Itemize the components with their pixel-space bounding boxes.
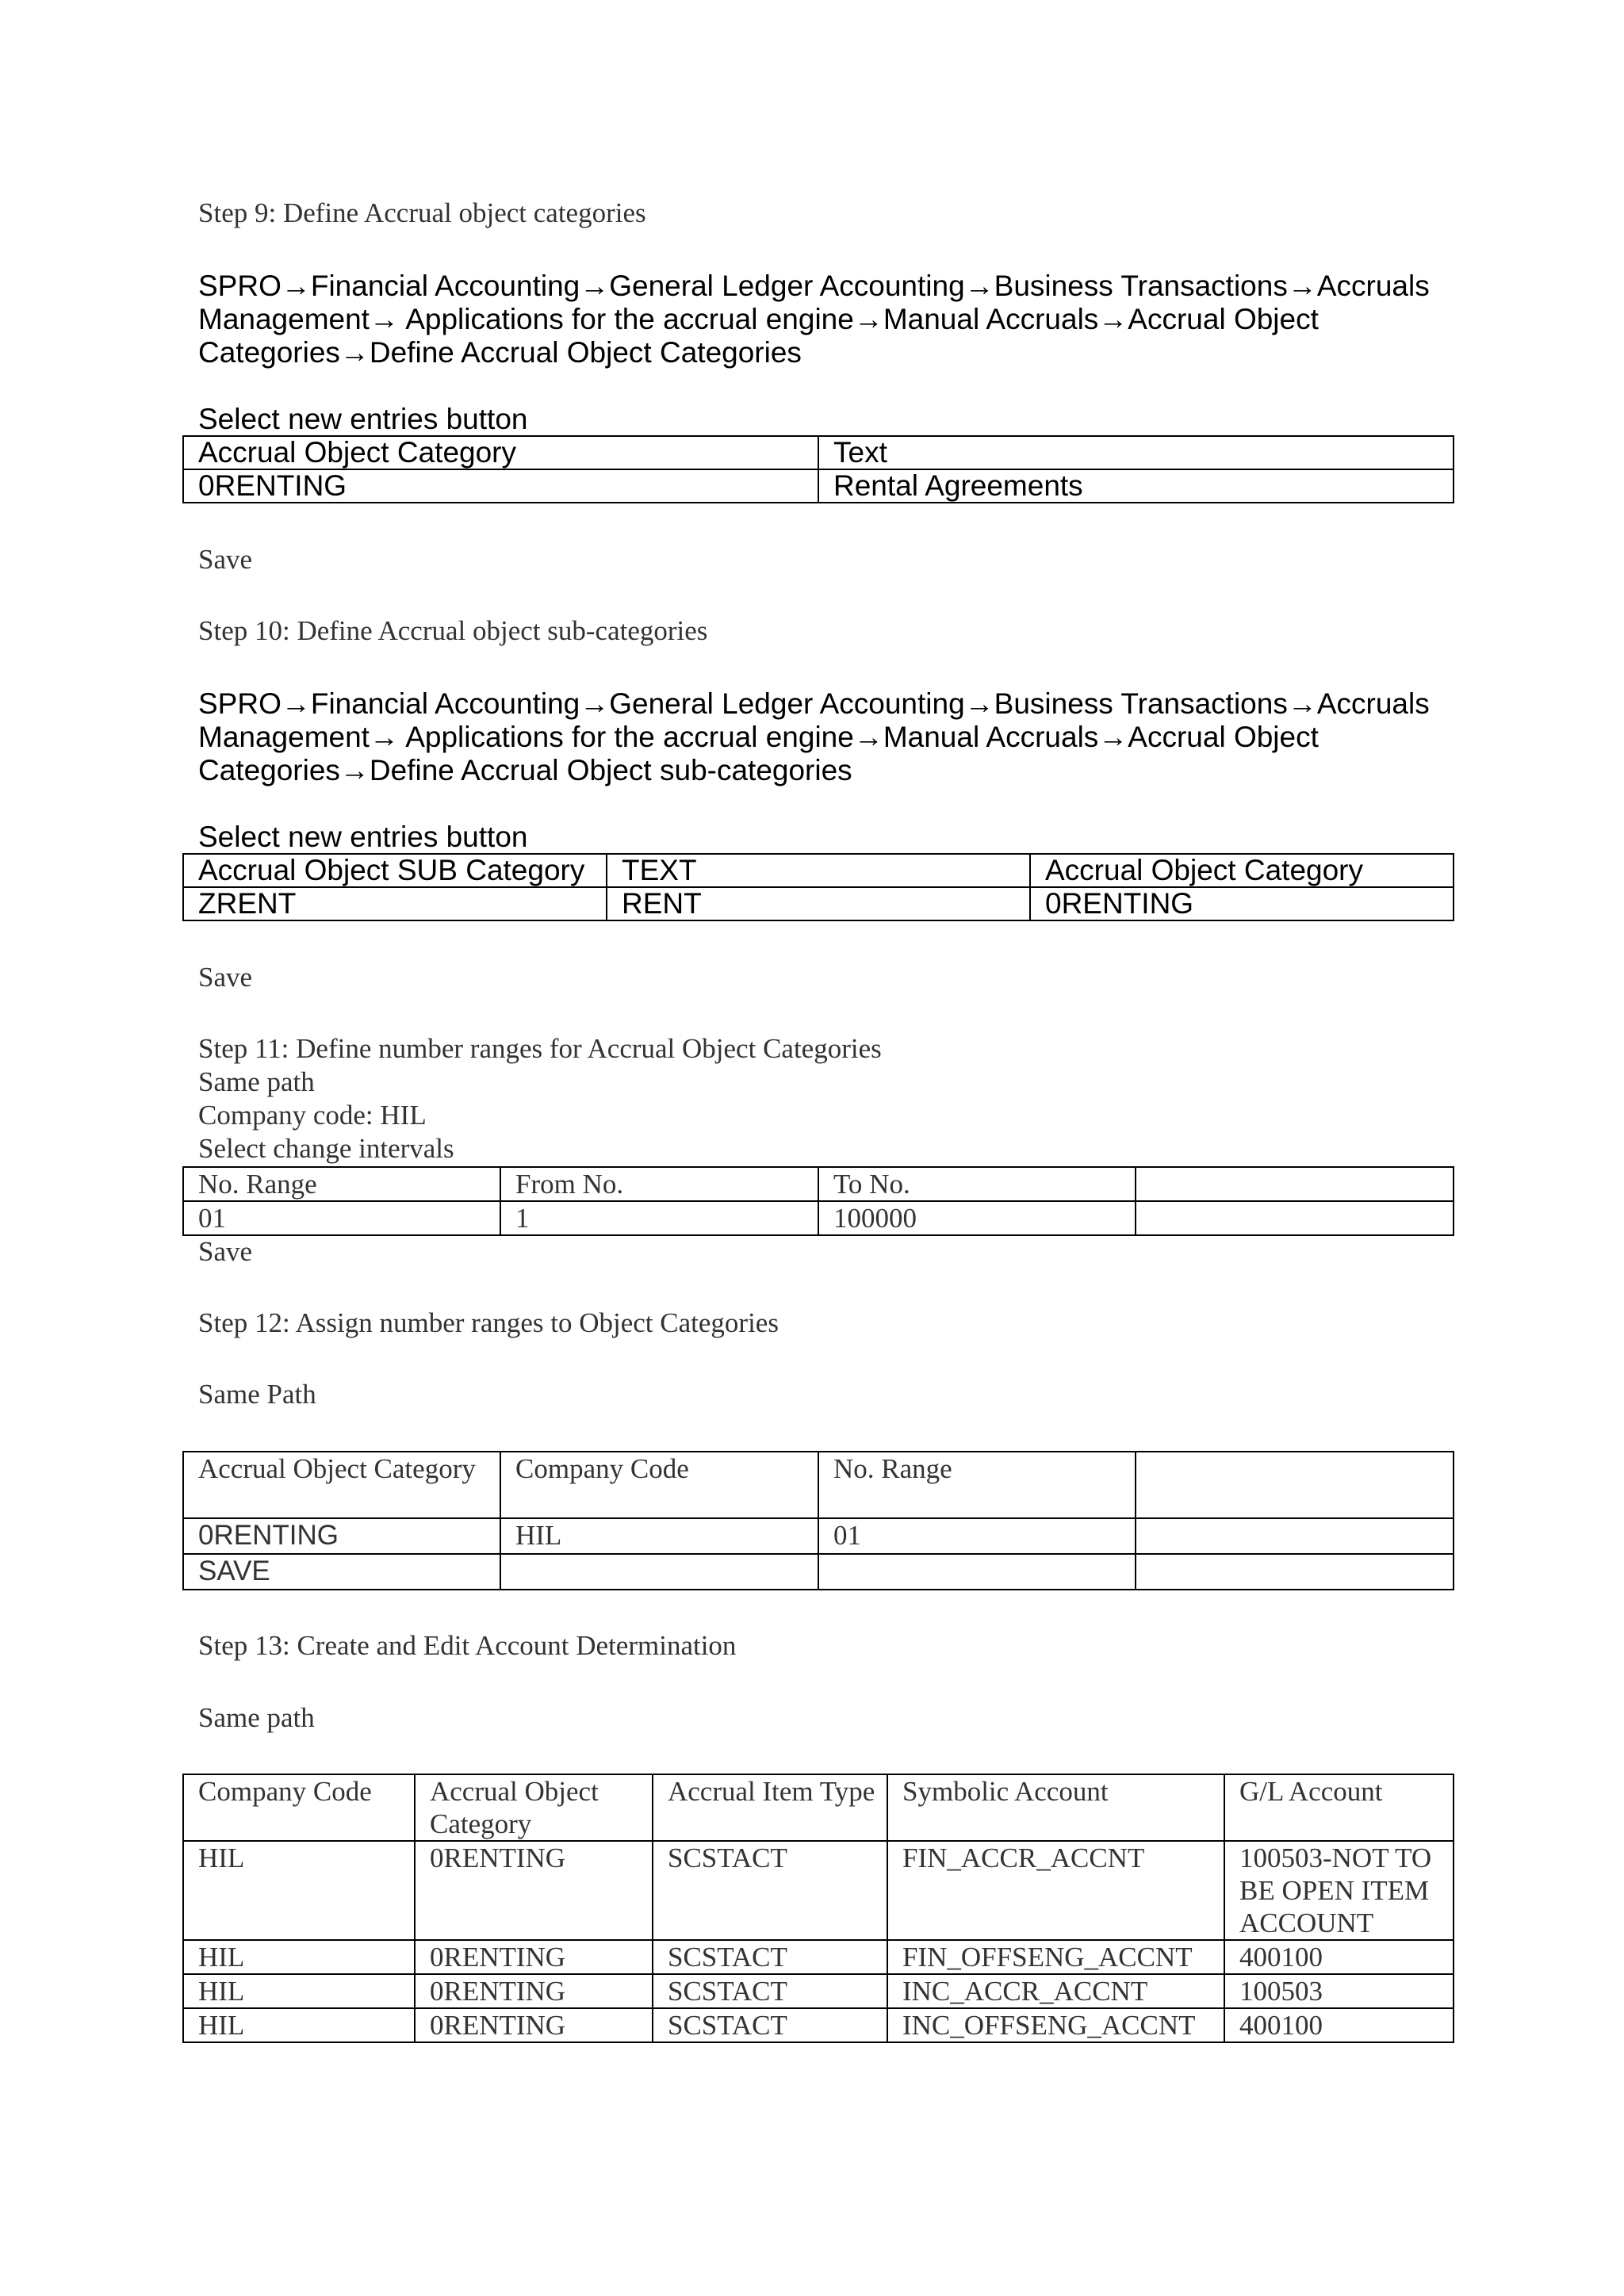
table-header-row bbox=[183, 436, 1454, 469]
table-header-cell: G/L Account bbox=[1224, 1774, 1454, 1841]
table-header-cell: TEXT bbox=[607, 854, 1030, 887]
table-cell bbox=[500, 1554, 818, 1590]
table-cell: HIL bbox=[183, 1841, 415, 1940]
table-cell: FIN_ACCR_ACCNT bbox=[887, 1841, 1224, 1940]
step11-line-2: Company code: HIL bbox=[198, 1100, 427, 1131]
table-cell: 100000 bbox=[818, 1201, 1136, 1235]
table-row bbox=[183, 2008, 1454, 2042]
table-cell: 100503-NOT TO BE OPEN ITEM ACCOUNT bbox=[1224, 1841, 1454, 1940]
step12-table bbox=[182, 1451, 1454, 1590]
table-cell bbox=[1136, 1518, 1454, 1554]
step10-path-line-3: Categories→Define Accrual Object sub-categories bbox=[198, 754, 852, 786]
table-cell: 1 bbox=[500, 1201, 818, 1235]
table-row bbox=[183, 1841, 1454, 1940]
table-cell bbox=[1136, 1201, 1454, 1235]
step9-title: Step 9: Define Accrual object categories bbox=[198, 197, 646, 228]
step10-instruction: Select new entries button bbox=[198, 821, 528, 853]
step10-save: Save bbox=[198, 962, 253, 993]
step9-table bbox=[182, 435, 1454, 503]
table-row bbox=[183, 1974, 1454, 2008]
step11-title: Step 11: Define number ranges for Accrual Object Categories bbox=[198, 1033, 882, 1064]
table-row bbox=[183, 1554, 1454, 1590]
table-cell: Rental Agreements bbox=[818, 469, 1454, 503]
step10-path-line-2: Management→ Applications for the accrual engine→Manual Accruals→Accrual Object bbox=[198, 721, 1319, 753]
table-cell: INC_ACCR_ACCNT bbox=[887, 1974, 1224, 2008]
table-cell: 0RENTING bbox=[415, 2008, 653, 2042]
table-cell: SCSTACT bbox=[653, 1974, 887, 2008]
step9-path-line-1: SPRO→Financial Accounting→General Ledger Accounting→Business Transactions→Accruals bbox=[198, 270, 1430, 302]
step12-title: Step 12: Assign number ranges to Object Categories bbox=[198, 1307, 779, 1338]
table-header-row bbox=[183, 1167, 1454, 1201]
step10-path-line-1: SPRO→Financial Accounting→General Ledger Accounting→Business Transactions→Accruals bbox=[198, 687, 1430, 720]
table-cell bbox=[1136, 1554, 1454, 1590]
step12-path-note: Same Path bbox=[198, 1379, 316, 1410]
step9-path-line-3: Categories→Define Accrual Object Categories bbox=[198, 336, 802, 369]
table-header-cell: From No. bbox=[500, 1167, 818, 1201]
table-cell: SCSTACT bbox=[653, 2008, 887, 2042]
step13-table bbox=[182, 1774, 1454, 2043]
table-header-row bbox=[183, 854, 1454, 887]
table-cell: 400100 bbox=[1224, 2008, 1454, 2042]
table-header-cell: Accrual Object Category bbox=[1030, 854, 1454, 887]
step10-table bbox=[182, 853, 1454, 921]
table-header-cell: Symbolic Account bbox=[887, 1774, 1224, 1841]
table-cell: HIL bbox=[183, 2008, 415, 2042]
table-cell: 100503 bbox=[1224, 1974, 1454, 2008]
table-cell: 0RENTING bbox=[415, 1940, 653, 1974]
table-cell: 0RENTING bbox=[183, 1518, 500, 1554]
table-cell: 400100 bbox=[1224, 1940, 1454, 1974]
table-header-cell: Company Code bbox=[183, 1774, 415, 1841]
step13-title: Step 13: Create and Edit Account Determination bbox=[198, 1630, 737, 1661]
table-cell: 01 bbox=[818, 1518, 1136, 1554]
table-row bbox=[183, 1940, 1454, 1974]
table-row bbox=[183, 469, 1454, 503]
table-header-cell: Accrual Object Category bbox=[415, 1774, 653, 1841]
table-header-cell: Accrual Object Category bbox=[183, 436, 818, 469]
table-row bbox=[183, 1518, 1454, 1554]
table-header-cell bbox=[1136, 1452, 1454, 1518]
step10-title: Step 10: Define Accrual object sub-categories bbox=[198, 615, 708, 646]
step9-instruction: Select new entries button bbox=[198, 403, 528, 435]
table-cell: 0RENTING bbox=[1030, 887, 1454, 920]
table-header-cell bbox=[1136, 1167, 1454, 1201]
table-header-cell: Accrual Item Type bbox=[653, 1774, 887, 1841]
step11-line-3: Select change intervals bbox=[198, 1133, 454, 1164]
table-cell: 0RENTING bbox=[415, 1974, 653, 2008]
table-cell: INC_OFFSENG_ACCNT bbox=[887, 2008, 1224, 2042]
table-cell: RENT bbox=[607, 887, 1030, 920]
table-header-row bbox=[183, 1774, 1454, 1841]
table-header-cell: Company Code bbox=[500, 1452, 818, 1518]
table-cell: HIL bbox=[183, 1974, 415, 2008]
table-header-cell: Text bbox=[818, 436, 1454, 469]
table-cell: FIN_OFFSENG_ACCNT bbox=[887, 1940, 1224, 1974]
table-cell: 0RENTING bbox=[183, 469, 818, 503]
table-header-cell: No. Range bbox=[183, 1167, 500, 1201]
table-cell bbox=[818, 1554, 1136, 1590]
table-cell: SCSTACT bbox=[653, 1940, 887, 1974]
step11-table bbox=[182, 1166, 1454, 1236]
table-cell: HIL bbox=[183, 1940, 415, 1974]
step11-line-1: Same path bbox=[198, 1066, 315, 1097]
table-cell: 01 bbox=[183, 1201, 500, 1235]
table-header-cell: To No. bbox=[818, 1167, 1136, 1201]
table-cell: SAVE bbox=[183, 1554, 500, 1590]
table-header-cell: No. Range bbox=[818, 1452, 1136, 1518]
table-cell: HIL bbox=[500, 1518, 818, 1554]
step9-save: Save bbox=[198, 544, 253, 575]
table-row bbox=[183, 1201, 1454, 1235]
step9-path-line-2: Management→ Applications for the accrual engine→Manual Accruals→Accrual Object bbox=[198, 303, 1319, 335]
table-row bbox=[183, 887, 1454, 920]
table-cell: SCSTACT bbox=[653, 1841, 887, 1940]
table-cell: 0RENTING bbox=[415, 1841, 653, 1940]
table-header-cell: Accrual Object Category bbox=[183, 1452, 500, 1518]
step13-path-note: Same path bbox=[198, 1702, 315, 1733]
table-header-row bbox=[183, 1452, 1454, 1518]
step11-save: Save bbox=[198, 1236, 253, 1267]
table-header-cell: Accrual Object SUB Category bbox=[183, 854, 607, 887]
table-cell: ZRENT bbox=[183, 887, 607, 920]
